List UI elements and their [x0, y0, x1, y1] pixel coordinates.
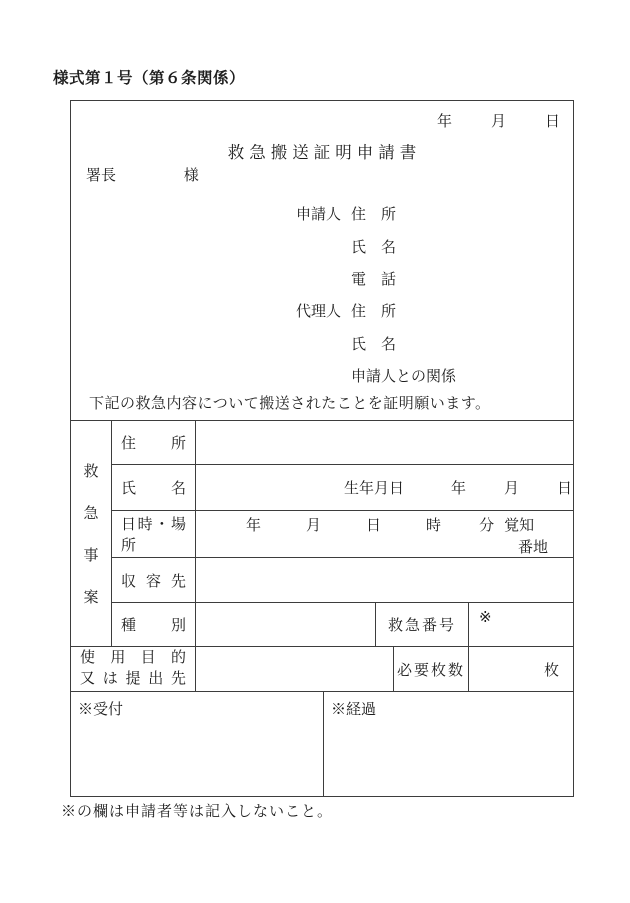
agent-address-label: 住 所 [351, 304, 397, 320]
table-row [71, 511, 574, 558]
incident-hour-label: 時 [426, 518, 442, 534]
birthdate-line [196, 477, 573, 498]
section-char: 案 [83, 590, 99, 606]
section-char: 救 [83, 464, 99, 480]
form-title: 救急搬送証明申請書 [227, 143, 422, 162]
agent-relation-row [71, 365, 573, 385]
case-number-label: 救急番号 [376, 603, 469, 647]
incident-datetime-line [196, 514, 573, 535]
agent-name-label: 氏 名 [351, 337, 397, 353]
birth-day-label: 日 [557, 481, 573, 497]
agent-name-row [71, 333, 573, 353]
request-sentence: 下記の救急内容について搬送されたことを証明願います。 [89, 396, 491, 412]
agent-relation-label: 申請人との関係 [351, 369, 457, 385]
incident-day-label: 日 [366, 518, 382, 534]
staff-only-footnote: ※の欄は申請者等は記入しないこと。 [61, 804, 334, 820]
incident-minute-label: 分 [479, 518, 495, 534]
incident-year-label: 年 [246, 518, 262, 534]
type-label: 種別 [112, 603, 196, 647]
birth-month-label: 月 [504, 481, 520, 497]
progress-label: ※経過 [331, 702, 377, 718]
reception-cell [71, 692, 324, 797]
form-header-section [71, 101, 574, 421]
addressee-chief-label: 署長 [86, 168, 117, 184]
table-row [71, 603, 574, 647]
name-label: 氏名 [112, 465, 196, 511]
progress-cell [324, 692, 574, 797]
date-day-label: 日 [545, 114, 561, 130]
address-value-cell [196, 421, 574, 465]
table-row [71, 558, 574, 603]
form-number: 様式第１号（第６条関係） [53, 70, 246, 87]
applicant-address-row [71, 203, 573, 223]
applicant-name-row [71, 236, 573, 256]
section-char: 急 [83, 506, 99, 522]
purpose-label-line2: 又は提出先 [80, 671, 186, 687]
datetime-place-label: 日時・場所 [112, 511, 196, 558]
address-label: 住所 [112, 421, 196, 465]
copies-unit-cell [469, 647, 574, 692]
incident-kakuchi-label: 覚知 [504, 518, 535, 534]
datetime-place-value-cell [196, 511, 574, 558]
applicant-phone-label: 電 話 [351, 272, 397, 288]
application-form [70, 100, 574, 797]
agent-address-row [71, 300, 573, 320]
reception-label: ※受付 [78, 702, 124, 718]
destination-label: 収容先 [112, 558, 196, 603]
destination-value-cell [196, 558, 574, 603]
applicant-label: 申請人 [296, 207, 342, 223]
birthdate-label: 生年月日 [344, 481, 405, 497]
table-row [71, 465, 574, 511]
staff-only-mark: ※ [479, 610, 492, 626]
table-row [71, 647, 574, 692]
copies-label: 必要枚数 [394, 647, 469, 692]
applicant-address-label: 住 所 [351, 207, 397, 223]
addressee-honorific: 様 [183, 168, 199, 184]
applicant-name-label: 氏 名 [351, 240, 397, 256]
purpose-label [71, 647, 196, 692]
birth-year-label: 年 [451, 481, 467, 497]
emergency-case-section-label [71, 421, 112, 647]
copies-unit-label: 枚 [544, 662, 560, 679]
banchi-label: 番地 [518, 540, 549, 556]
purpose-label-line1: 使用目的 [80, 650, 186, 666]
table-row [71, 421, 574, 465]
case-number-staff-cell [469, 603, 574, 647]
agent-label: 代理人 [296, 304, 342, 320]
date-year-label: 年 [436, 114, 452, 130]
applicant-phone-row [71, 268, 573, 288]
date-month-label: 月 [490, 114, 506, 130]
incident-month-label: 月 [306, 518, 322, 534]
application-date-line [437, 110, 560, 131]
purpose-value-cell [196, 647, 394, 692]
addressee-line [86, 164, 199, 185]
name-value-cell [196, 465, 574, 511]
section-char: 事 [83, 548, 99, 564]
type-value-cell [196, 603, 376, 647]
table-row [71, 692, 574, 797]
